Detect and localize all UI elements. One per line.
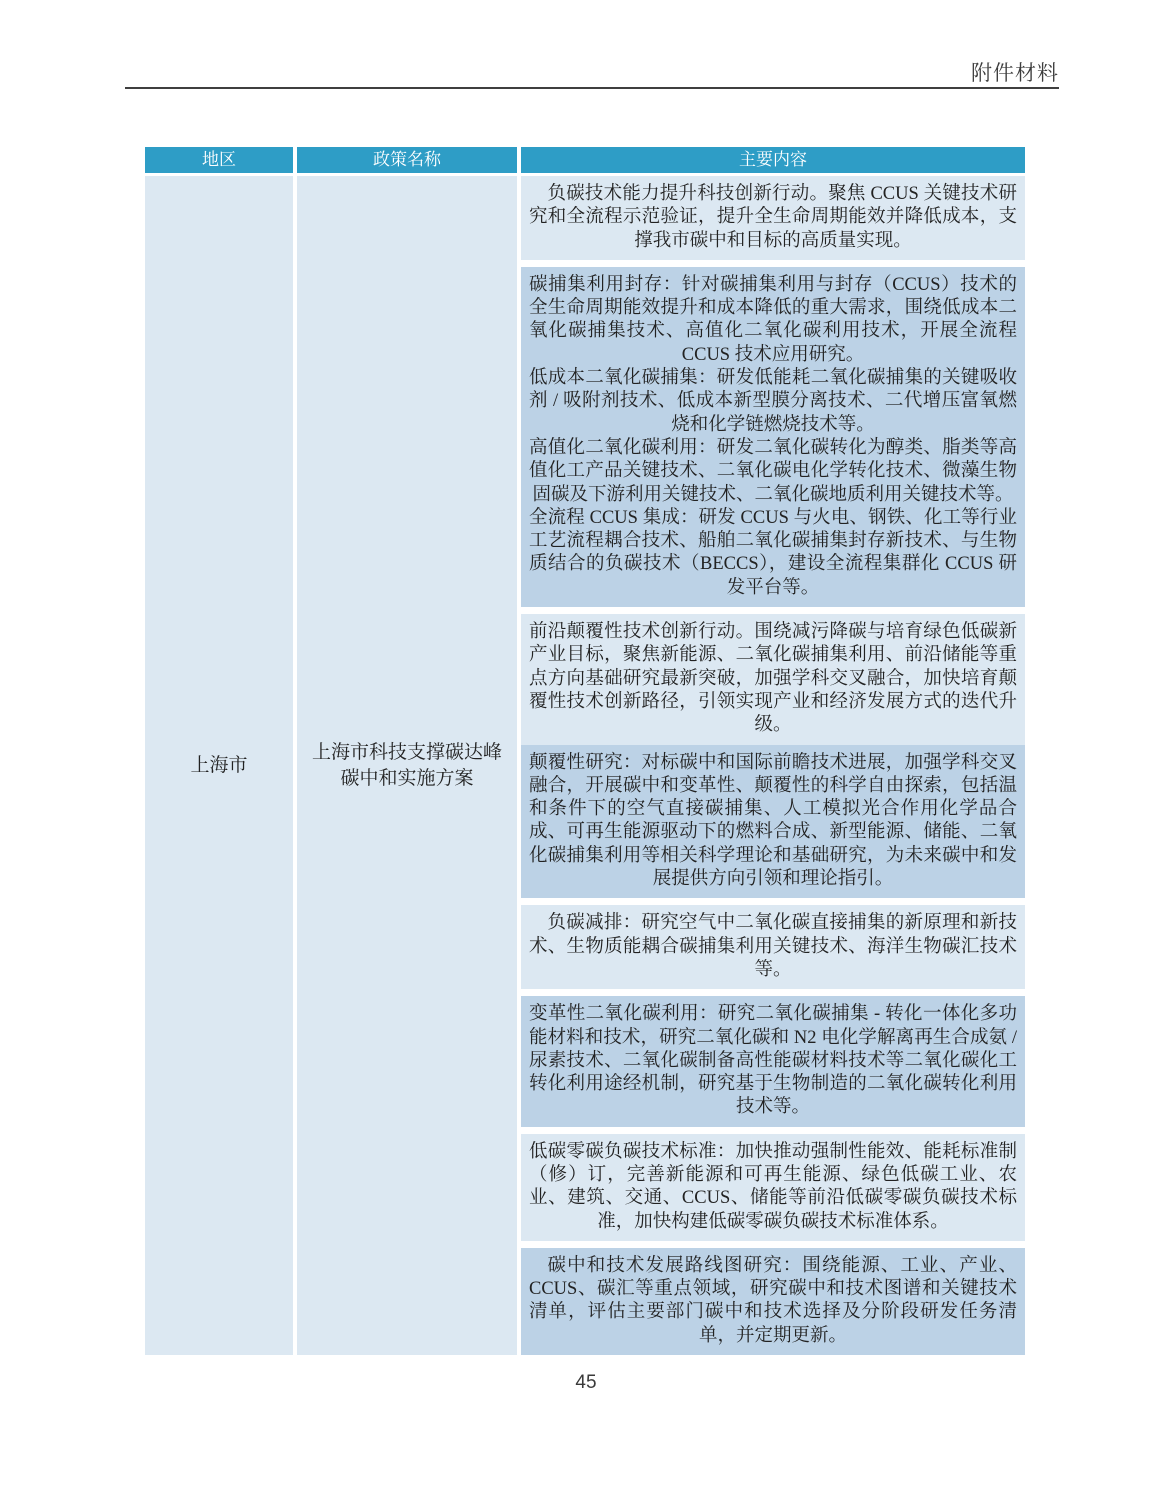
main-content-column (521, 176, 1025, 1355)
content-cell (521, 176, 1025, 260)
content-cell (521, 996, 1025, 1126)
content-paragraph: 低成本二氧化碳捕集：研发低能耗二氧化碳捕集的关键吸收剂 / 吸附剂技术、低成本新型膜分离技术、二代增压富氧燃烧和化学链燃烧技术等。 (529, 368, 1017, 435)
header-divider (125, 87, 1059, 89)
column-header-region: 地区 (145, 147, 293, 173)
content-cell (521, 1134, 1025, 1241)
region-cell (145, 176, 293, 1355)
table-body (145, 176, 1025, 1355)
content-paragraph: 全流程 CCUS 集成：研发 CCUS 与火电、钢铁、化工等行业工艺流程耦合技术、船舶二氧化碳捕集封存新技术、与生物质结合的负碳技术（BECCS），建设全流程集群化 CCUS 研发平台等。 (529, 507, 1017, 598)
content-cell (521, 614, 1025, 744)
column-header-policy: 政策名称 (297, 147, 517, 173)
content-paragraph: 颠覆性研究：对标碳中和国际前瞻技术进展，加强学科交叉融合，开展碳中和变革性、颠覆性的科学自由探索，包括温和条件下的空气直接碳捕集、人工模拟光合作用化学品合成、可再生能源驱动下的燃料合成、新型能源、储能、二氧化碳捕集利用等相关科学理论和基础研究，为未来碳中和发展提供方向引领和理论指引。 (529, 752, 1017, 890)
content-paragraph: 负碳减排：研究空气中二氧化碳直接捕集的新原理和新技术、生物质能耦合碳捕集利用关键技术、海洋生物碳汇技术等。 (529, 913, 1017, 980)
content-paragraph: 碳捕集利用封存：针对碳捕集利用与封存（CCUS）技术的全生命周期能效提升和成本降低的重大需求，围绕低成本二氧化碳捕集技术、高值化二氧化碳利用技术，开展全流程 CCUS 技术应用研究。 (529, 274, 1017, 365)
content-paragraph: 前沿颠覆性技术创新行动。围绕减污降碳与培育绿色低碳新产业目标，聚焦新能源、二氧化碳捕集利用、前沿储能等重点方向基础研究最新突破，加强学科交叉融合，加快培育颠覆性技术创新路径，引领实现产业和经济发展方式的迭代升级。 (529, 622, 1017, 736)
column-header-content: 主要内容 (521, 147, 1025, 173)
policy-table (145, 147, 1025, 1355)
content-paragraph: 变革性二氧化碳利用：研究二氧化碳捕集 - 转化一体化多功能材料和技术，研究二氧化碳和 N2 电化学解离再生合成氨 / 尿素技术、二氧化碳制备高性能碳材料技术等二氧化碳化工转化利用途经机制，研究基于生物制造的二氧化碳转化利用技术等。 (529, 1004, 1017, 1118)
content-paragraph: 负碳技术能力提升科技创新行动。聚焦 CCUS 关键技术研究和全流程示范验证，提升全生命周期能效并降低成本，支撑我市碳中和目标的高质量实现。 (529, 184, 1017, 251)
content-cell (521, 267, 1025, 607)
content-paragraph: 低碳零碳负碳技术标准：加快推动强制性能效、能耗标准制（修）订，完善新能源和可再生能源、绿色低碳工业、农业、建筑、交通、CCUS、储能等前沿低碳零碳负碳技术标准，加快构建低碳零碳负碳技术标准体系。 (529, 1141, 1017, 1232)
header-note: 附件材料 (971, 61, 1059, 85)
content-cell (521, 745, 1025, 899)
page-number: 45 (575, 1372, 597, 1393)
table-header-row (145, 147, 1025, 173)
content-cell (521, 1248, 1025, 1355)
policy-name-cell (297, 176, 517, 1355)
content-paragraph: 碳中和技术发展路线图研究：围绕能源、工业、产业、CCUS、碳汇等重点领域，研究碳中和技术图谱和关键技术清单，评估主要部门碳中和技术选择及分阶段研发任务清单，并定期更新。 (529, 1255, 1017, 1346)
content-paragraph: 高值化二氧化碳利用：研发二氧化碳转化为醇类、脂类等高值化工产品关键技术、二氧化碳电化学转化技术、微藻生物固碳及下游利用关键技术、二氧化碳地质利用关键技术等。 (529, 437, 1017, 505)
region-label: 上海市 (190, 754, 248, 776)
policy-name-label: 上海市科技支撑碳达峰碳中和实施方案 (311, 741, 502, 789)
content-cell (521, 905, 1025, 989)
